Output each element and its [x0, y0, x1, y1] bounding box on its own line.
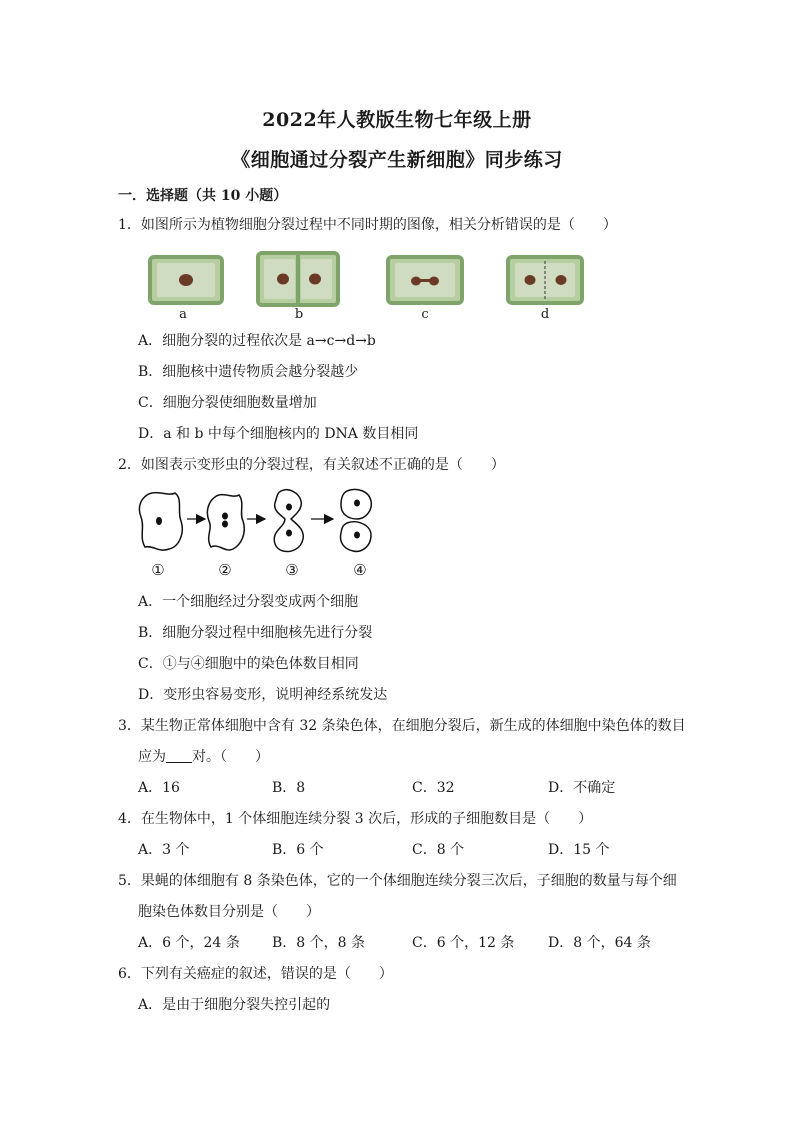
question-4-option-a: A．3 个 — [138, 842, 190, 858]
question-3-stem-prefix: 应为 — [138, 749, 166, 765]
question-6-stem: 6．下列有关癌症的叙述，错误的是（ ） — [118, 966, 393, 982]
worksheet-subtitle: 《细胞通过分裂产生新细胞》同步练习 — [231, 149, 563, 171]
question-4-option-c: C．8 个 — [412, 842, 465, 858]
question-3-option-a: A．16 — [138, 780, 180, 796]
question-5-option-d: D．8 个，64 条 — [548, 935, 651, 951]
fig1-label-d: d — [540, 307, 550, 322]
question-1-option-b: B．细胞核中遗传物质会越分裂越少 — [138, 364, 359, 380]
question-6-option-a: A．是由于细胞分裂失控引起的 — [138, 997, 331, 1013]
question-2-option-c: C．①与④细胞中的染色体数目相同 — [138, 656, 359, 672]
fig2-label-1: ① — [151, 561, 165, 579]
question-2-option-a: A．一个细胞经过分裂变成两个细胞 — [138, 594, 359, 610]
cell-b-image — [258, 253, 338, 305]
question-1-option-c: C．细胞分裂使细胞数量增加 — [138, 395, 317, 411]
question-3-stem-line2 — [138, 747, 269, 767]
question-4-option-b: B．6 个 — [272, 842, 324, 858]
question-1-stem: 1．如图所示为植物细胞分裂过程中不同时期的图像，相关分析错误的是（ ） — [118, 217, 617, 233]
question-3-stem-suffix: 对。（ ） — [192, 749, 269, 765]
question-5-option-b: B．8 个，8 条 — [272, 935, 366, 951]
question-2-option-b: B．细胞分裂过程中细胞核先进行分裂 — [138, 625, 373, 641]
question-5-stem-line2: 胞染色体数目分别是（ ） — [138, 904, 320, 920]
question-3-option-b: B．8 — [272, 780, 306, 796]
fig1-label-b: b — [294, 307, 304, 322]
section-heading: 一．选择题（共 10 小题） — [118, 188, 288, 204]
answer-blank — [166, 748, 192, 763]
question-4-option-d: D．15 个 — [548, 842, 610, 858]
fig2-label-2: ② — [218, 561, 232, 579]
fig2-label-3: ③ — [285, 561, 299, 579]
cell-c-image — [388, 257, 462, 303]
amoeba-images — [135, 487, 395, 557]
question-4-stem: 4．在生物体中，1 个体细胞连续分裂 3 次后，形成的子细胞数目是（ ） — [118, 811, 593, 827]
question-2-option-d: D．变形虫容易变形，说明神经系统发达 — [138, 687, 388, 703]
question-1-option-a: A．细胞分裂的过程依次是 a→c→d→b — [138, 333, 376, 349]
question-3-stem-line1: 3．某生物正常体细胞中含有 32 条染色体，在细胞分裂后，新生成的体细胞中染色体的数目 — [118, 718, 686, 734]
amoeba-stage-3 — [274, 490, 303, 552]
fig1-label-c: c — [421, 307, 429, 322]
plant-cell-division-figure — [140, 247, 610, 313]
question-1-option-d: D．a 和 b 中每个细胞核内的 DNA 数目相同 — [138, 426, 419, 442]
question-3-option-c: C．32 — [412, 780, 455, 796]
worksheet-title: 2022年人教版生物七年级上册 — [262, 109, 532, 131]
question-3-option-d: D．不确定 — [548, 780, 616, 796]
question-5-option-c: C．6 个，12 条 — [412, 935, 515, 951]
plant-cell-images — [140, 247, 610, 309]
question-2-stem: 2．如图表示变形虫的分裂过程，有关叙述不正确的是（ ） — [118, 457, 505, 473]
question-5-stem-line1: 5．果蝇的体细胞有 8 条染色体，它的一个体细胞连续分裂三次后，子细胞的数量与每个细 — [118, 873, 677, 889]
amoeba-stage-4 — [341, 489, 372, 551]
cell-d-image — [508, 257, 582, 303]
amoeba-division-figure — [135, 487, 395, 561]
fig2-label-4: ④ — [353, 561, 367, 579]
fig1-label-a: a — [179, 307, 187, 322]
cell-a-image — [150, 257, 222, 303]
question-5-option-a: A．6 个，24 条 — [138, 935, 240, 951]
